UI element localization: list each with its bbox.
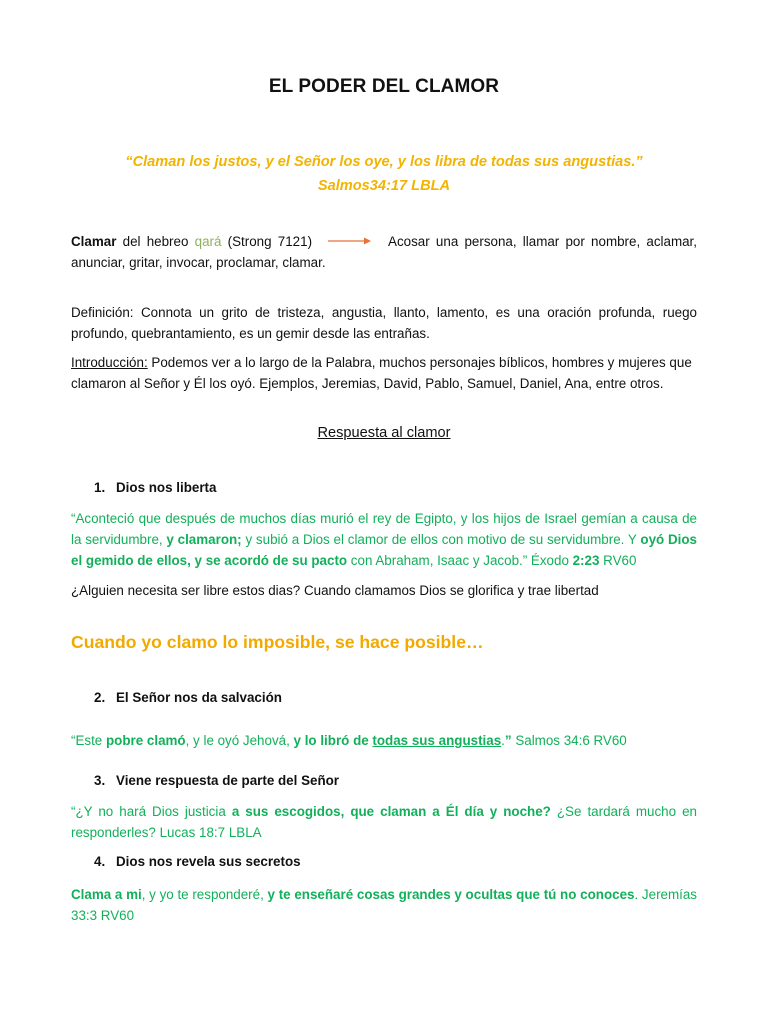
key-verse-reference: Salmos34:17 LBLA xyxy=(317,178,451,194)
section-4-quote: Clama a mi, y yo te responderé, y te enseñaré cosas grandes y ocultas que tú no conoces. Jeremías 33:3 RV60 xyxy=(71,887,697,923)
clamar-word: Clamar xyxy=(71,234,117,249)
section-1-question: ¿Alguien necesita ser libre estos dias? Cuando clamamos Dios se glorifica y trae libertad xyxy=(71,583,599,598)
clamar-definition: Clamar del hebreo qará (Strong 7121) Acosar una persona, llamar por nombre, aclamar, anunciar, gritar, invocar, proclamar, clamar. xyxy=(71,234,697,270)
clamar-meaning: Acosar una persona, llamar por nombre, aclamar, anunciar, gritar, invocar, proclamar, clamar. xyxy=(71,234,697,270)
definition-paragraph: Definición: Connota un grito de tristeza, angustia, llanto, lamento, es una oración profunda, ruego profundo, quebrantamiento, es un gemir desde las entrañas. xyxy=(71,305,697,341)
hebrew-word: qará xyxy=(194,234,222,249)
section-1-quote: “Aconteció que después de muchos días murió el rey de Egipto, y los hijos de Israel gemían a causa de la servidumbre, y clamaron; y subió a Dios el clamor de ellos con motivo de su servidumbre. Y oyó Dios el gemido de ellos, y se acordó de su pacto con Abraham, Isaac y Jacob.” Éxodo 2:23 RV60 xyxy=(71,511,698,568)
arrow-right-icon xyxy=(328,236,372,246)
section-2-heading: 2. El Señor nos da salvación xyxy=(94,690,282,705)
section-3-heading: 3. Viene respuesta de parte del Señor xyxy=(94,773,340,788)
section-4-heading: 4. Dios nos revela sus secretos xyxy=(94,854,301,869)
section-1-heading: 1. Dios nos liberta xyxy=(94,480,217,495)
highlight-statement: Cuando yo clamo lo imposible, se hace posible… xyxy=(71,632,484,652)
page-title: EL PODER DEL CLAMOR xyxy=(268,76,500,97)
key-verse xyxy=(0,150,768,198)
section-3-quote: “¿Y no hará Dios justicia a sus escogidos, que claman a Él día y noche? ¿Se tardará mucho en responderles? Lucas 18:7 LBLA xyxy=(71,804,697,840)
section-subheading: Respuesta al clamor xyxy=(317,425,451,441)
intro-label: Introducción: xyxy=(71,355,148,370)
intro-paragraph: Introducción: Podemos ver a lo largo de la Palabra, muchos personajes bíblicos, hombres y mujeres que clamaron al Señor y Él los oyó. Ejemplos, Jeremias, David, Pablo, Samuel, Daniel, Ana, entre otros. xyxy=(71,355,692,391)
key-verse-text: “Claman los justos, y el Señor los oye, y los libra de todas sus angustias.” xyxy=(125,154,643,170)
section-2-quote: “Este pobre clamó, y le oyó Jehová, y lo libró de todas sus angustias.” Salmos 34:6 RV60 xyxy=(71,733,627,748)
